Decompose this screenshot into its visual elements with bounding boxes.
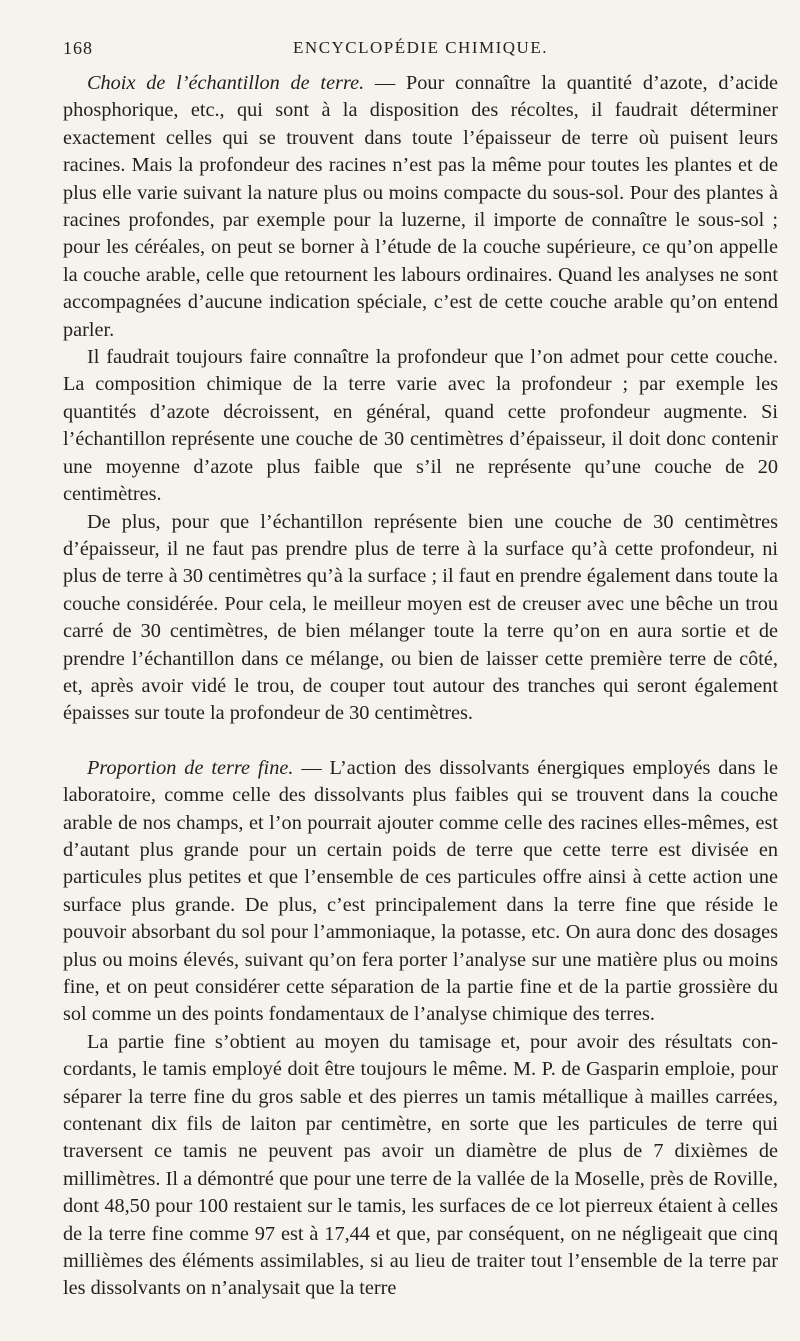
title-dash: — xyxy=(364,72,407,94)
section-title: Choix de l’échantillon de terre. xyxy=(87,72,365,94)
paragraph xyxy=(63,755,778,1029)
paragraph: La partie fine s’obtient au moyen du tamisage et, pour avoir des résultats concordants, le tamis employé doit être toujours le même. M. P. de Gasparin emploie, pour séparer la terre fine du gros sable et des pierres un tamis métallique à mailles carrées, contenant dix fils de laiton par centimètre, en sorte que les particules de terre qui traversent ce tamis ne peuvent pas avoir un diamètre de plus de 7 dixièmes de millimètres. Il a démontré que pour une terre de la vallée de la Moselle, près de Roville, dont 48,50 pour 100 restaient sur le tamis, les surfaces de ce lot pierreux étaient à celles de la terre fine comme 97 est à 17,44 et que, par conséquent, on ne négligeait que cinq millièmes des éléments assimilables, si au lieu de traiter tout l’ensemble de la terre par les dissolvants on n’analysait que la terre xyxy=(63,1030,778,1300)
title-dash: — xyxy=(293,756,330,779)
running-title: ENCYCLOPÉDIE CHIMIQUE. xyxy=(293,38,548,57)
section-title: Proportion de terre fine. xyxy=(87,756,294,779)
page-number: 168 xyxy=(63,38,93,58)
paragraph xyxy=(63,70,778,344)
paragraph-text: Pour connaître la quantité d’azote, d’acide phosphorique, etc., qui sont à la disposition des récoltes, il faudrait déterminer exactement celles qui se trouvent dans toute l’épaisseur de terre où puisent leurs racines. Mais la profondeur des racines n’est pas la même pour toutes les plantes et de plus elle varie suivant la nature plus ou moins compacte du sous-sol. Pour des plantes à racines profondes, par exemple pour la luzerne, il importe de connaître le sous-sol ; pour les céréales, on peut se borner à l’étude de la couche supérieure, ce qu’on appelle la couche arable, celle que retournent les labours ordinaires. Quand les analyses ne sont accompagnées d’aucune indication spéciale, c’est de cette couche arable qu’on entend parler. xyxy=(63,72,779,341)
section-choix-echantillon xyxy=(63,70,778,728)
section-proportion-terre-fine xyxy=(63,755,778,1303)
running-head xyxy=(63,36,778,70)
paragraph-text: L’action des dissolvants énergiques employés dans le laboratoire, comme celle des dissolvants plus faibles qui se trouvent dans la couche arable de nos champs, et l’on pourrait ajouter comme celle des racines elles-mêmes, est d’autant plus grande pour un certain poids de terre que cette terre est divisée en particules plus petites et que l’ensemble de ces particules offre ainsi à cette action une surface plus grande. De plus, c’est principalement dans la terre fine que réside le pouvoir absorbant du sol pour l’ammoniaque, la potasse, etc. On aura donc des dosages plus ou moins élevés, suivant qu’on fera porter l’analyse sur une matière plus ou moins fine, et on peut considérer cette séparation de la partie fine et de la partie grossière du sol comme un des points fondamentaux de l’analyse chimique des terres. xyxy=(63,756,779,1026)
paragraph: De plus, pour que l’échantillon représente bien une couche de 30 centimètres d’épaisseur, il ne faut pas prendre plus de terre à la surface qu’à cette profondeur, ni plus de terre à 30 centimètres qu’à la surface ; il faut en prendre également dans toute la couche considérée. Pour cela, le meilleur moyen est de creuser avec une bêche un trou carré de 30 centimètres, de bien mélanger toute la terre qu’on en aura sortie et de prendre l’échantillon dans ce mélange, ou bien de laisser cette première terre de côté, et, après avoir vidé le trou, de couper tout autour des tranches qui seront également épaisses sur toute la profondeur de 30 centimètres. xyxy=(63,510,778,725)
paragraph: Il faudrait toujours faire connaître la profondeur que l’on admet pour cette couche. La composition chimique de la terre varie avec la profondeur ; par exemple les quantités d’azote décroissent, en général, quand cette profondeur augmente. Si l’échantillon représente une couche de 30 centimètres d’épaisseur, il doit donc contenir une moyenne d’azote plus faible que s’il ne représente qu’une couche de 20 centimètres. xyxy=(63,346,778,506)
section-gap xyxy=(63,728,778,755)
